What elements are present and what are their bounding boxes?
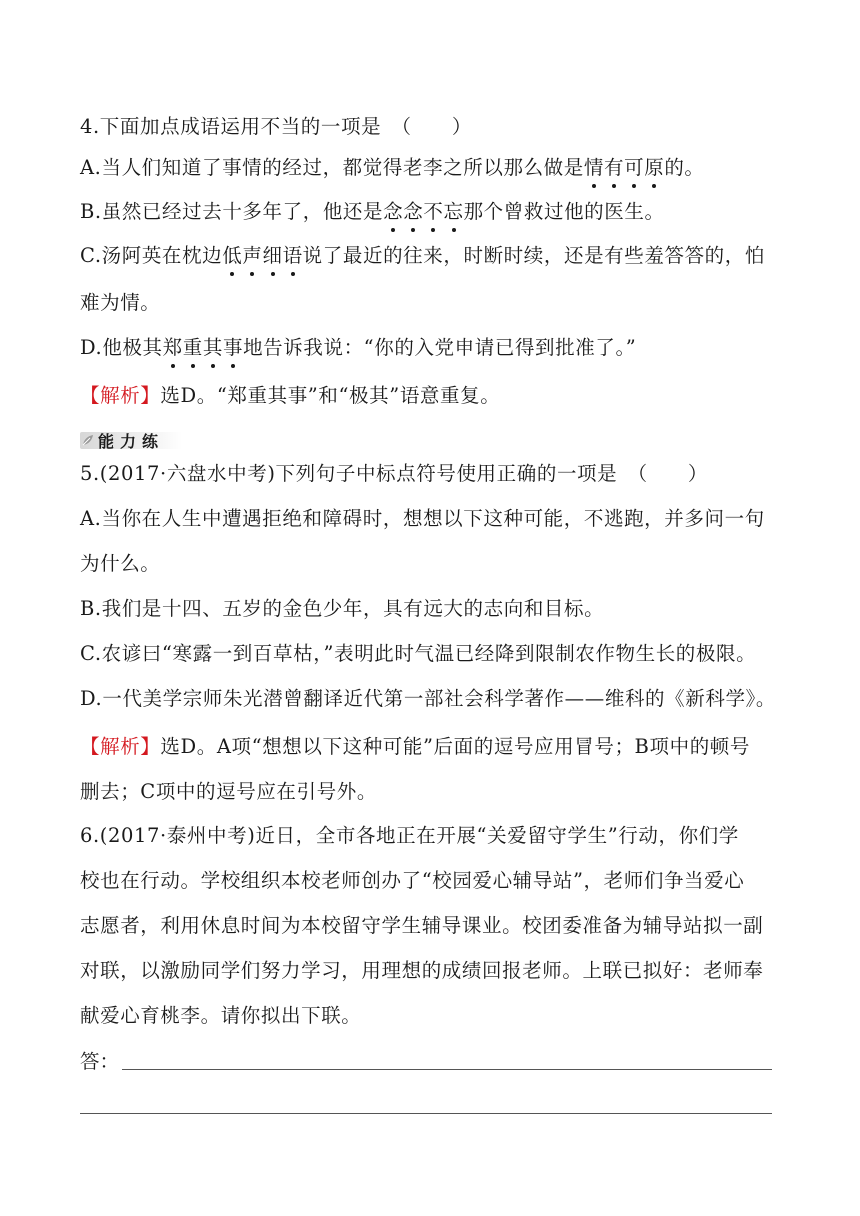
emphasis-char: 其 — [202, 336, 223, 359]
analysis-text: 选D。A项“想想以下这种可能”后面的逗号应用冒号；B项中的顿号 — [160, 735, 750, 758]
q5-option-c: C.农谚曰“寒露一到百草枯，”表明此时气温已经降到限制农作物生长的极限。 — [80, 642, 757, 665]
q4-b-text-pre: B.虽然已经过去十多年了，他还是 — [80, 200, 384, 223]
q6-stem-line-2: 校也在行动。学校组织本校老师创办了“校园爱心辅导站”，老师们争当爱心 — [80, 869, 745, 892]
q5-stem: 5.(2017·六盘水中考)下列句子中标点符号使用正确的一项是 （ ） — [80, 462, 708, 485]
emphasis-char: 情 — [583, 156, 604, 179]
q5-option-b: B.我们是十四、五岁的金色少年，具有远大的志向和目标。 — [80, 597, 605, 620]
q4-analysis — [80, 383, 772, 409]
emphasis-char: 有 — [604, 156, 625, 179]
emphasis-char: 郑 — [162, 336, 183, 359]
emphasis-char: 声 — [242, 244, 263, 267]
q5-analysis — [80, 734, 772, 760]
emphasis-char: 忘 — [443, 200, 464, 223]
q4-a-text-pre: A.当人们知道了事情的经过，都觉得老李之所以那么做是 — [80, 156, 584, 179]
analysis-label: 【解析】 — [80, 384, 161, 407]
section-badge-label: 能力练 — [98, 431, 165, 451]
answer-line-2[interactable] — [80, 1113, 772, 1114]
q6-stem-line-4: 对联，以激励同学们努力学习，用理想的成绩回报老师。上联已拟好：老师奉 — [80, 959, 764, 982]
q4-d-text-post: 地告诉我说：“你的入党申请已得到批准了。” — [243, 336, 637, 359]
q5-option-a: A.当你在人生中遭遇拒绝和障碍时，想想以下这种可能，不逃跑，并多问一句 — [80, 507, 765, 530]
answer-line-1[interactable] — [122, 1069, 772, 1070]
emphasis-char: 念 — [403, 200, 424, 223]
emphasis-char: 可 — [624, 156, 645, 179]
q4-option-b — [80, 199, 772, 225]
emphasis-char: 念 — [383, 200, 404, 223]
q6-stem-line-5: 献爱心育桃李。请你拟出下联。 — [80, 1004, 362, 1027]
emphasis-char: 细 — [262, 244, 283, 267]
emphasis-char: 不 — [423, 200, 444, 223]
answer-label: 答： — [80, 1050, 120, 1073]
section-badge — [80, 430, 164, 450]
q4-option-d — [80, 335, 772, 361]
emphasis-char: 低 — [222, 244, 243, 267]
analysis-text: 选D。“郑重其事”和“极其”语意重复。 — [160, 384, 501, 407]
q4-a-text-post: 的。 — [664, 156, 705, 179]
q6-stem-line-1: 6.(2017·泰州中考)近日，全市各地正在开展“关爱留守学生”行动，你们学 — [80, 824, 739, 847]
q4-d-text-pre: D.他极其 — [80, 336, 163, 359]
q4-c-text-post: 说了最近的往来，时断时续，还是有些羞答答的，怕 — [302, 244, 765, 267]
q4-option-c-cont: 难为情。 — [80, 291, 161, 314]
q4-b-text-post: 那个曾救过他的医生。 — [463, 200, 665, 223]
q4-option-a — [80, 155, 772, 181]
q5-option-a-cont: 为什么。 — [80, 552, 161, 575]
emphasis-char: 事 — [222, 336, 244, 359]
q4-stem: 4.下面加点成语运用不当的一项是 （ ） — [80, 115, 472, 138]
emphasis-char: 语 — [282, 244, 303, 267]
leaf-icon — [82, 434, 94, 446]
q5-analysis-cont: 删去；C项中的逗号应在引号外。 — [80, 780, 377, 803]
emphasis-char: 原 — [644, 156, 665, 179]
q4-c-text-pre: C.汤阿英在枕边 — [80, 244, 223, 267]
analysis-label: 【解析】 — [80, 735, 161, 758]
q5-option-d: D.一代美学宗师朱光潜曾翻译近代第一部社会科学著作——维科的《新科学》。 — [80, 687, 776, 710]
emphasis-char: 重 — [182, 336, 203, 359]
q6-stem-line-3: 志愿者，利用休息时间为本校留守学生辅导课业。校团委准备为辅导站拟一副 — [80, 914, 764, 937]
q4-option-c — [80, 243, 772, 269]
